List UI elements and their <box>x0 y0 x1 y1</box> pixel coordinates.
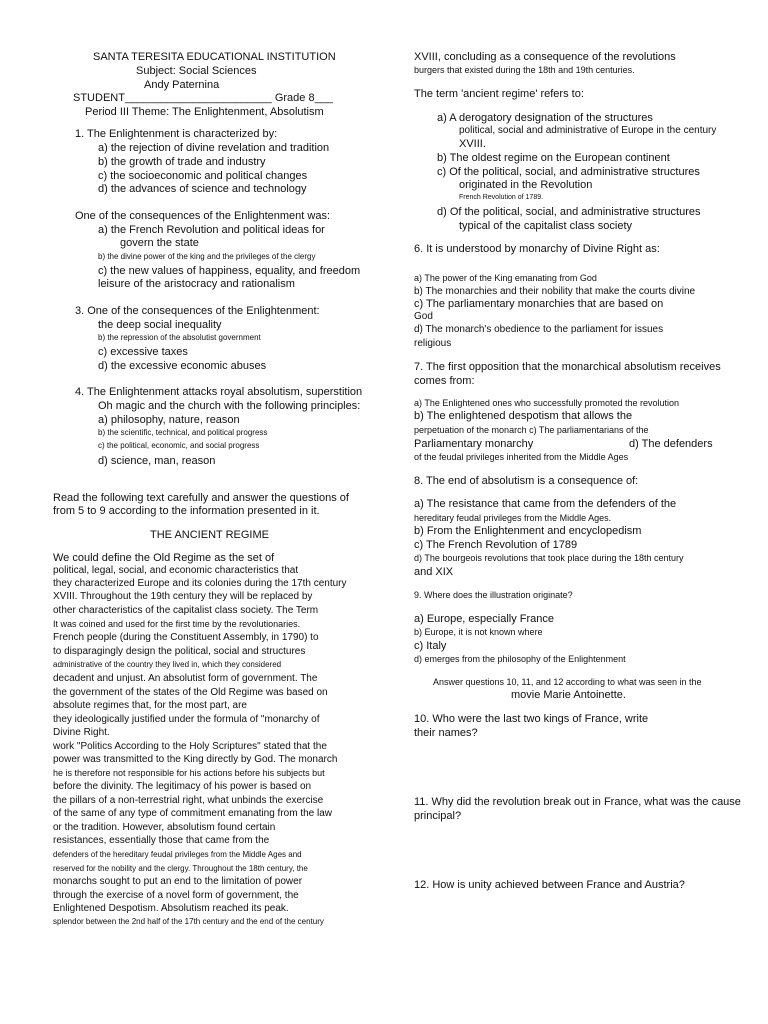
q7-option-c: perpetuation of the monarch c) The parliamentarians of the <box>414 425 649 435</box>
reading-line: before the divinity. The legitimacy of his power is based on <box>53 781 312 792</box>
q2-stem: One of the consequences of the Enlightenment was: <box>75 210 330 222</box>
reading-line: work "Politics According to the Holy Scriptures" stated that the <box>53 741 327 752</box>
reading-line: defenders of the hereditary feudal privileges from the Middle Ages and <box>53 850 302 859</box>
q7-option-b: b) The enlightened despotism that allows the <box>414 410 633 422</box>
q6-option-a: a) The power of the King emanating from God <box>414 273 597 283</box>
q2-option-b: b) the divine power of the king and the privileges of the clergy <box>98 252 316 261</box>
reading-line: Divine Right. <box>53 727 110 738</box>
q9-option-a: a) Europe, especially France <box>414 613 555 625</box>
reading-line: through the exercise of a novel form of government, the <box>53 890 299 901</box>
reading-line: other characteristics of the capitalist class society. The Term <box>53 605 319 616</box>
institution-name: SANTA TERESITA EDUCATIONAL INSTITUTION <box>93 51 336 63</box>
q5-option-c-cont: originated in the Revolution <box>459 179 593 191</box>
reading-continuation: burgers that existed during the 18th and 19th centuries. <box>414 65 635 75</box>
q9-option-d: d) emerges from the philosophy of the Enlightenment <box>414 654 626 664</box>
student-line: STUDENT________________________ Grade 8___ <box>73 92 333 104</box>
q8-option-a-cont: hereditary feudal privileges from the Middle Ages. <box>414 513 612 523</box>
reading-line: power was transmitted to the King directly by God. The monarch <box>53 754 338 765</box>
q10-stem: 10. Who were the last two kings of France, write <box>414 713 649 725</box>
reading-line: We could define the Old Regime as the set of <box>53 552 275 564</box>
q9-option-c: c) Italy <box>414 640 447 652</box>
reading-line: monarchs sought to put an end to the limitation of power <box>53 876 303 887</box>
q5-option-d-cont: typical of the capitalist class society <box>459 220 633 232</box>
q4-option-b: b) the scientific, technical, and political progress <box>98 428 268 437</box>
q3-option-c: c) excessive taxes <box>98 346 188 358</box>
q6-option-d-cont: religious <box>414 338 452 349</box>
q1-stem: 1. The Enlightenment is characterized by: <box>75 128 278 140</box>
subject-line: Subject: Social Sciences <box>136 65 257 77</box>
q1-option-b: b) the growth of trade and industry <box>98 156 266 168</box>
reading-line: splendor between the 2nd half of the 17th century and the end of the century <box>53 917 324 926</box>
q5-option-a: a) A derogatory designation of the structures <box>437 112 653 124</box>
q9-option-b: b) Europe, it is not known where <box>414 627 543 637</box>
q4-option-c: c) the political, economic, and social progress <box>98 441 260 450</box>
teacher-name: Andy Paternina <box>144 79 220 91</box>
movie-instructions: Answer questions 10, 11, and 12 according to what was seen in the <box>433 677 702 687</box>
q9-stem: 9. Where does the illustration originate? <box>414 590 573 600</box>
q5-option-a-cont: XVIII. <box>459 138 486 150</box>
reading-line: reserved for the nobility and the clergy. Throughout the 18th century, the <box>53 864 308 873</box>
q4-option-a: a) philosophy, nature, reason <box>98 414 240 426</box>
reading-line: political, legal, social, and economic characteristics that <box>53 565 299 576</box>
reading-line: decadent and unjust. An absolutist form of government. The <box>53 673 318 684</box>
q3-stem: 3. One of the consequences of the Enlightenment: <box>75 305 320 317</box>
q5-option-c: c) Of the political, social, and administrative structures <box>437 166 700 178</box>
q5-option-c-cont: French Revolution of 1789. <box>459 194 544 201</box>
q3-option-b: b) the repression of the absolutist government <box>98 333 261 342</box>
reading-line: resistances, essentially those that came from the <box>53 835 270 846</box>
q6-stem: 6. It is understood by monarchy of Divine Right as: <box>414 243 660 255</box>
reading-instructions-cont: from 5 to 9 according to the information presented in it. <box>53 505 320 517</box>
q10-stem-cont: their names? <box>414 727 478 739</box>
reading-line: he is therefore not responsible for his actions before his subjects but <box>53 768 325 778</box>
q5-option-d: d) Of the political, social, and administrative structures <box>437 206 701 218</box>
reading-line: or the tradition. However, absolutism found certain <box>53 822 276 833</box>
q1-option-c: c) the socioeconomic and political changes <box>98 170 308 182</box>
q5-stem: The term 'ancient regime' refers to: <box>414 88 584 100</box>
q2-option-a: a) the French Revolution and political ideas for <box>98 224 325 236</box>
q1-option-d: d) the advances of science and technology <box>98 183 307 195</box>
q5-option-b: b) The oldest regime on the European continent <box>437 152 670 164</box>
q12-stem: 12. How is unity achieved between France and Austria? <box>414 879 685 891</box>
reading-line: they characterized Europe and its colonies during the 17th century <box>53 578 347 589</box>
q7-stem-cont: comes from: <box>414 375 475 387</box>
q6-option-d: d) The monarch's obedience to the parliament for issues <box>414 324 664 335</box>
q8-option-c: c) The French Revolution of 1789 <box>414 539 578 551</box>
q4-option-d: d) science, man, reason <box>98 455 216 467</box>
q2-option-d: leisure of the aristocracy and rationalism <box>98 278 295 290</box>
q6-option-c: c) The parliamentary monarchies that are based on <box>414 298 664 310</box>
q8-stem: 8. The end of absolutism is a consequence of: <box>414 475 639 487</box>
q7-option-c-cont: Parliamentary monarchy <box>414 438 534 450</box>
movie-title: movie Marie Antoinette. <box>511 689 626 701</box>
period-theme: Period III Theme: The Enlightenment, Absolutism <box>85 106 324 118</box>
reading-line: absolute regimes that, for the most part, are <box>53 700 247 711</box>
reading-instructions: Read the following text carefully and answer the questions of <box>53 492 349 504</box>
q7-stem: 7. The first opposition that the monarchical absolutism receives <box>414 361 721 373</box>
reading-line: It was coined and used for the first time by the revolutionaries. <box>53 619 301 629</box>
reading-line: to disparagingly design the political, social and structures <box>53 646 306 657</box>
reading-line: the pillars of a non-terrestrial right, what unbinds the exercise <box>53 795 324 806</box>
q2-option-c: c) the new values of happiness, equality, and freedom <box>98 265 361 277</box>
q5-option-a-cont: political, social and administrative of Europe in the century <box>459 125 717 136</box>
q8-option-b: b) From the Enlightenment and encyclopedism <box>414 525 642 537</box>
q8-option-d-cont: and XIX <box>414 566 454 578</box>
reading-line: they ideologically justified under the formula of "monarchy of <box>53 714 320 725</box>
q3-option-d: d) the excessive economic abuses <box>98 360 267 372</box>
reading-line: Enlightened Despotism. Absolutism reached its peak. <box>53 903 289 914</box>
q7-option-d: d) The defenders <box>629 438 713 450</box>
q8-option-d: d) The bourgeois revolutions that took place during the 18th century <box>414 553 684 563</box>
q11-stem: 11. Why did the revolution break out in France, what was the cause <box>414 796 741 808</box>
reading-line: XVIII. Throughout the 19th century they will be replaced by <box>53 591 313 602</box>
q2-option-a-cont: govern the state <box>120 237 199 249</box>
reading-line: of the same of any type of commitment emanating from the law <box>53 808 333 819</box>
q7-option-a: a) The Enlightened ones who successfully promoted the revolution <box>414 398 679 408</box>
q1-option-a: a) the rejection of divine revelation and tradition <box>98 142 330 154</box>
q3-option-a: the deep social inequality <box>98 319 222 331</box>
q4-stem: 4. The Enlightenment attacks royal absolutism, superstition <box>75 386 363 398</box>
q8-option-a: a) The resistance that came from the defenders of the <box>414 498 677 510</box>
q6-option-c-cont: God <box>414 311 433 322</box>
reading-line: administrative of the country they lived in, which they considered <box>53 660 282 669</box>
q7-option-d-cont: of the feudal privileges inherited from the Middle Ages <box>414 452 629 462</box>
reading-line: French people (during the Constituent Assembly, in 1790) to <box>53 632 319 643</box>
reading-line: the government of the states of the Old Regime was based on <box>53 687 328 698</box>
reading-continuation: XVIII, concluding as a consequence of the revolutions <box>414 51 676 63</box>
q4-stem-cont: Oh magic and the church with the following principles: <box>98 400 361 412</box>
q11-stem-cont: principal? <box>414 810 462 822</box>
reading-title: THE ANCIENT REGIME <box>150 529 269 541</box>
q6-option-b: b) The monarchies and their nobility that make the courts divine <box>414 286 696 297</box>
